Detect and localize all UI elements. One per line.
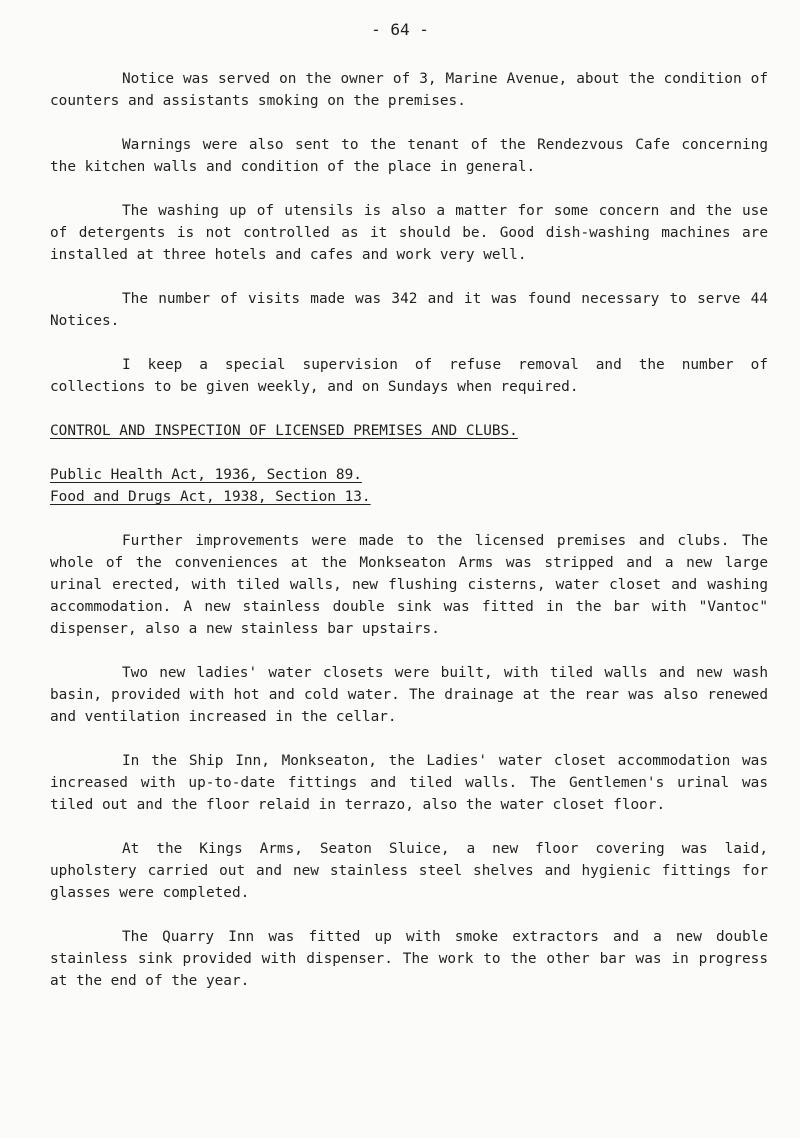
paragraph-utensil-washing: The washing up of utensils is also a matter for some concern and the use of detergents is not controlled as it should be. Good dish-washing machines are installed at three hotels and cafes and work very well.	[50, 203, 768, 263]
paragraph-monkseaton-arms: Further improvements were made to the licensed premises and clubs. The whole of the conveniences at the Monkseaton Arms was stripped and a new large urinal erected, with tiled walls, new flushing cisterns, water closet and washing accommodation. A new stainless double sink was fitted in the bar with "Vantoc" dispenser, also a new stainless bar upstairs.	[50, 533, 768, 637]
act-reference-food-drugs: Food and Drugs Act, 1938, Section 13.	[50, 489, 371, 505]
act-references	[50, 464, 768, 508]
paragraph-ladies-water-closets: Two new ladies' water closets were built, with tiled walls and new wash basin, provided with hot and cold water. The drainage at the rear was also renewed and ventilation increased in the cellar.	[50, 665, 768, 725]
paragraph-ship-inn: In the Ship Inn, Monkseaton, the Ladies' water closet accommodation was increased with up-to-date fittings and tiled walls. The Gentlemen's urinal was tiled out and the floor relaid in terrazo, also the water closet floor.	[50, 753, 768, 813]
paragraph-refuse-removal: I keep a special supervision of refuse removal and the number of collections to be given weekly, and on Sundays when required.	[50, 357, 768, 395]
paragraph-marine-avenue-notice: Notice was served on the owner of 3, Marine Avenue, about the condition of counters and assistants smoking on the premises.	[50, 71, 768, 109]
paragraph-quarry-inn: The Quarry Inn was fitted up with smoke extractors and a new double stainless sink provided with dispenser. The work to the other bar was in progress at the end of the year.	[50, 929, 768, 989]
section-heading: CONTROL AND INSPECTION OF LICENSED PREMISES AND CLUBS.	[50, 423, 518, 439]
paragraph-rendezvous-cafe-warning: Warnings were also sent to the tenant of the Rendezvous Cafe concerning the kitchen walls and condition of the place in general.	[50, 137, 768, 175]
document-body	[50, 68, 768, 1014]
paragraph-visits-notices: The number of visits made was 342 and it was found necessary to serve 44 Notices.	[50, 291, 768, 329]
page-number: - 64 -	[371, 20, 429, 39]
act-reference-public-health: Public Health Act, 1936, Section 89.	[50, 467, 362, 483]
paragraph-kings-arms: At the Kings Arms, Seaton Sluice, a new floor covering was laid, upholstery carried out and new stainless steel shelves and hygienic fittings for glasses were completed.	[50, 841, 768, 901]
